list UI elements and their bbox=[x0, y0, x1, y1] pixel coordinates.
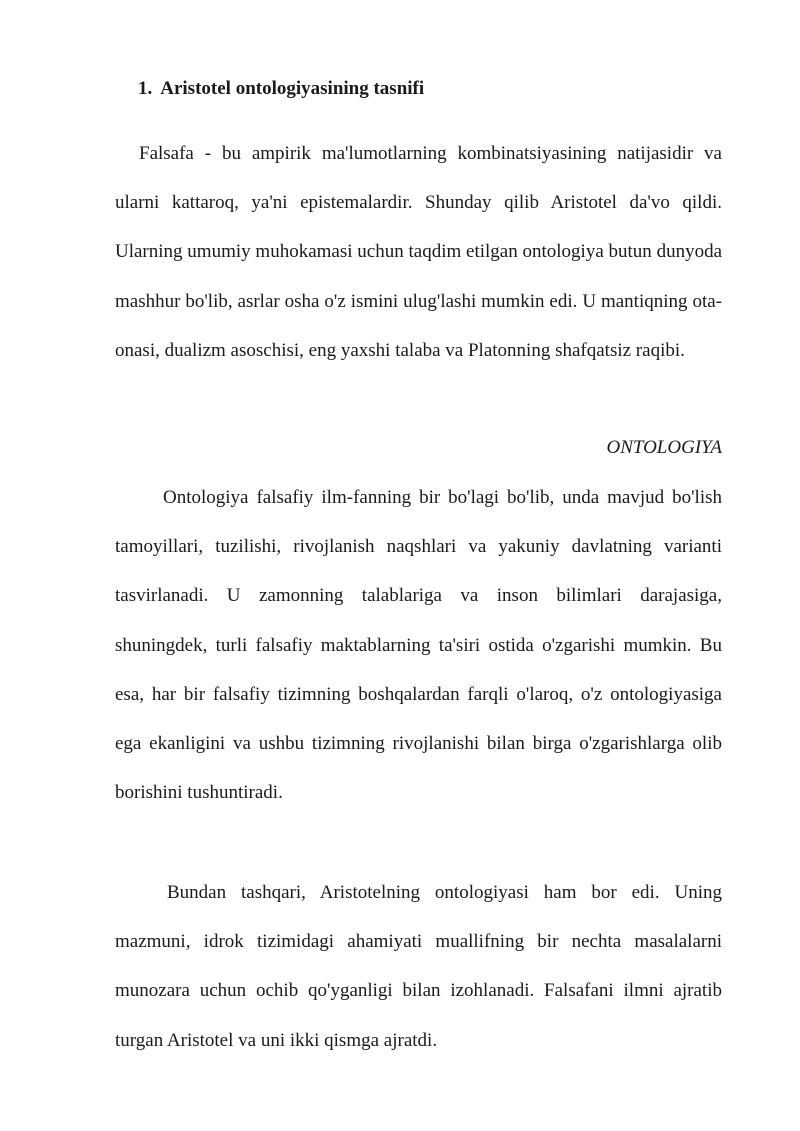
paragraph-intro: Falsafa - bu ampirik ma'lumotlarning kombinatsiyasining natijasidir va ularni kattaroq, ya'ni epistemalardir. Shunday qilib Aristotel da'vo qildi. Ularning umumiy muhokamasi uchun taqdim etilgan ontologiya butun dunyoda mashhur bo'lib, asrlar osha o'z ismini ulug'lashi mumkin edi. U mantiqning ota-onasi, dualizm asoschisi, eng yaxshi talaba va Platonning shafqatsiz raqibi. bbox=[115, 143, 722, 361]
paragraph-aristotle-ontology: Bundan tashqari, Aristotelning ontologiyasi ham bor edi. Uning mazmuni, idrok tizimidagi ahamiyati muallifning bir nechta masalalarni munozara uchun ochib qo'yganligi bilan izohlanadi. Falsafani ilmni ajratib turgan Aristotel va uni ikki qismga ajratdi. bbox=[115, 882, 722, 1051]
section-title: Aristotel ontologiyasining tasnifi bbox=[160, 78, 425, 99]
subheading-ontologiya: ONTOLOGIYA bbox=[606, 437, 722, 458]
paragraph-ontology-definition: Ontologiya falsafiy ilm-fanning bir bo'lagi bo'lib, unda mavjud bo'lish tamoyillari, tuzilishi, rivojlanish naqshlari va yakuniy davlatning varianti tasvirlanadi. U zamonning talablariga va inson bilimlari darajasiga, shuningdek, turli falsafiy maktablarning ta'siri ostida o'zgarishi mumkin. Bu esa, har bir falsafiy tizimning boshqalardan farqli o'laroq, o'z ontologiyasiga ega ekanligini va ushbu tizimning rivojlanishi bilan birga o'zgarishlarga olib borishini tushuntiradi. bbox=[115, 487, 722, 804]
section-number: 1. bbox=[138, 78, 153, 99]
section-heading bbox=[138, 76, 424, 102]
